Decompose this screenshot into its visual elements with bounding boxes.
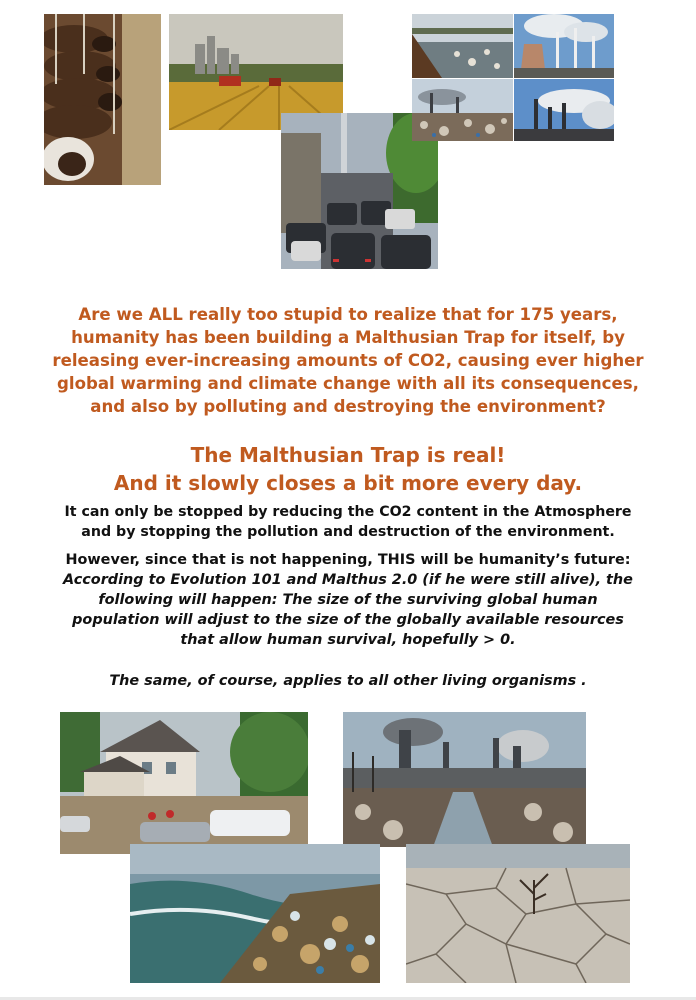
stop-line: and by stopping the pollution and destruction of the environment. xyxy=(81,524,615,540)
trap-line: The Malthusian Trap is real! xyxy=(190,443,506,467)
future-line: that allow human survival, hopefully > 0. xyxy=(180,632,516,648)
question-line: and also by polluting and destroying the environment? xyxy=(90,397,606,416)
stop-statement-text xyxy=(0,502,696,542)
future-line: following will happen: The size of the surviving global human xyxy=(98,592,598,608)
malthusian-trap-heading xyxy=(0,441,696,497)
future-line: population will adjust to the size of the globally available resources xyxy=(72,612,624,628)
power-plant-photo xyxy=(514,14,614,78)
cattle-feedlot-photo xyxy=(44,14,161,185)
future-statement-text xyxy=(0,550,696,650)
future-line: According to Evolution 101 and Malthus 2.0 (if he were still alive), the xyxy=(63,572,633,588)
flood-house-photo xyxy=(60,712,308,854)
factory-smoke-photo xyxy=(514,79,614,141)
question-line: global warming and climate change with all its consequences, xyxy=(57,374,639,393)
drought-cracked-earth-photo xyxy=(406,844,630,983)
malthusian-question-text xyxy=(0,303,696,418)
future-intro-line: However, since that is not happening, THIS will be humanity’s future: xyxy=(65,552,631,568)
same-applies-text: The same, of course, applies to all other living organisms . xyxy=(109,673,587,689)
industrial-wasteland-photo xyxy=(343,712,586,847)
landfill-smokestacks-photo xyxy=(412,79,513,141)
polluted-riverbank-photo xyxy=(412,14,513,78)
trap-line: And it slowly closes a bit more every day. xyxy=(113,471,583,495)
question-line: Are we ALL really too stupid to realize that for 175 years, xyxy=(78,305,618,324)
question-line: releasing ever-increasing amounts of CO2, causing ever higher xyxy=(52,351,644,370)
plastic-polluted-beach-photo xyxy=(130,844,380,983)
question-line: humanity has been building a Malthusian Trap for itself, by xyxy=(71,328,625,347)
stop-line: It can only be stopped by reducing the CO2 content in the Atmosphere xyxy=(64,504,632,520)
